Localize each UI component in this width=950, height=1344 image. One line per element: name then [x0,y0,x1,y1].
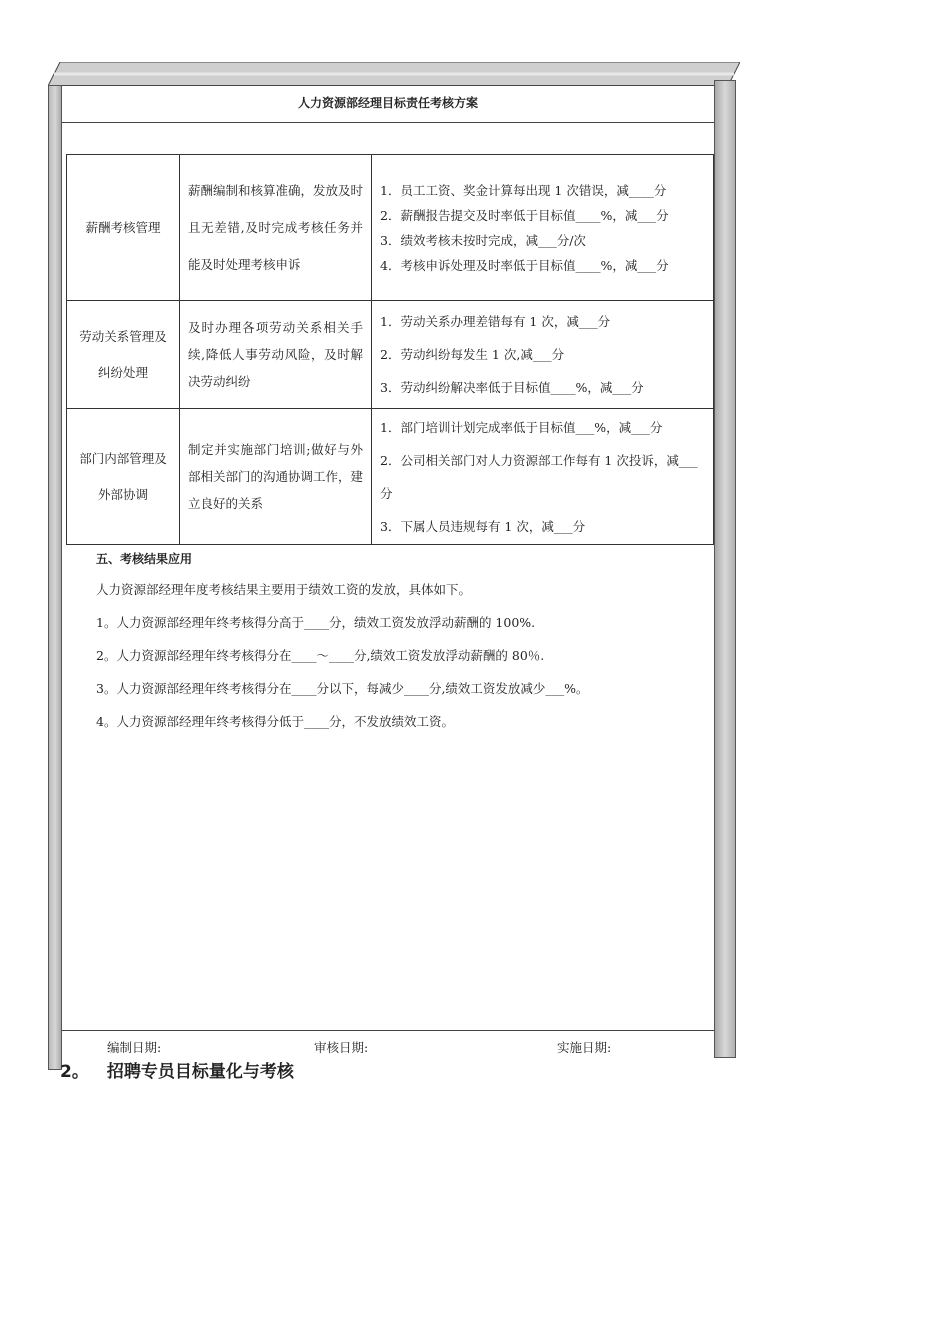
objective-cell: 及时办理各项劳动关系相关手续,降低人事劳动风险，及时解决劳动纠纷 [180,301,372,409]
deduction-item: 3．绩效考核未按时完成，减___分/次 [380,232,586,248]
subheading-text: 招聘专员目标量化与考核 [106,1062,294,1082]
assessment-document [62,85,714,1061]
deduction-item: 2．薪酬报告提交及时率低于目标值____%，减___分 [380,207,669,223]
section-paragraph: 人力资源部经理年度考核结果主要用于绩效工资的发放，具体如下。 [96,582,472,597]
deduction-cell [372,409,714,545]
deduction-item: 4．考核申诉处理及时率低于目标值____%，减___分 [380,257,669,273]
assessment-table [66,154,714,545]
deduction-cell [372,301,714,409]
deduction-item: 3．下属人员违规每有 1 次，减___分 [380,518,586,534]
deduction-item: 1．部门培训计划完成率低于目标值___%，减___分 [380,419,663,435]
section-paragraph: 3。人力资源部经理年终考核得分在____分以下，每减少____分,绩效工资发放减少___%。 [96,681,589,696]
table-row [67,155,714,301]
deduction-cell [372,155,714,301]
effective-date-label: 实施日期: [557,1040,612,1055]
section-subheading [60,1057,294,1082]
title-divider [62,122,714,123]
objective-cell: 制定并实施部门培训;做好与外部相关部门的沟通协调工作，建立良好的关系 [180,409,372,545]
objective-cell: 薪酬编制和核算准确，发放及时且无差错,及时完成考核任务并能及时处理考核申诉 [180,155,372,301]
prepared-date-label: 编制日期: [107,1040,162,1055]
results-section [96,550,696,746]
category-cell: 部门内部管理及外部协调 [67,409,180,545]
category-cell: 劳动关系管理及纠纷处理 [67,301,180,409]
scroll-left-rod [48,85,62,1070]
deduction-item: 2．公司相关部门对人力资源部工作每有 1 次投诉，减___分 [380,452,698,501]
reviewed-date-label: 审核日期: [314,1040,369,1055]
subheading-number: 2。 [60,1062,89,1082]
category-cell: 薪酬考核管理 [67,155,180,301]
deduction-item: 3．劳动纠纷解决率低于目标值____%，减___分 [380,380,644,395]
section-paragraph: 4。人力资源部经理年终考核得分低于____分，不发放绩效工资。 [96,714,454,729]
table-row [67,301,714,409]
table-row [67,409,714,545]
section-paragraph: 1。人力资源部经理年终考核得分高于____分，绩效工资发放浮动薪酬的 100%. [96,615,536,630]
deduction-item: 1．劳动关系办理差错每有 1 次，减___分 [380,314,611,329]
section-paragraph: 2。人力资源部经理年终考核得分在____～____分,绩效工资发放浮动薪酬的 80％. [96,648,545,663]
section-heading: 五、考核结果应用 [96,552,193,566]
deduction-item: 2．劳动纠纷每发生 1 次,减___分 [380,347,565,362]
scroll-right-rod [714,80,736,1058]
document-title: 人力资源部经理目标责任考核方案 [297,96,478,110]
deduction-item: 1．员工工资、奖金计算每出现 1 次错误，减____分 [380,182,667,198]
footer-divider [62,1030,714,1031]
